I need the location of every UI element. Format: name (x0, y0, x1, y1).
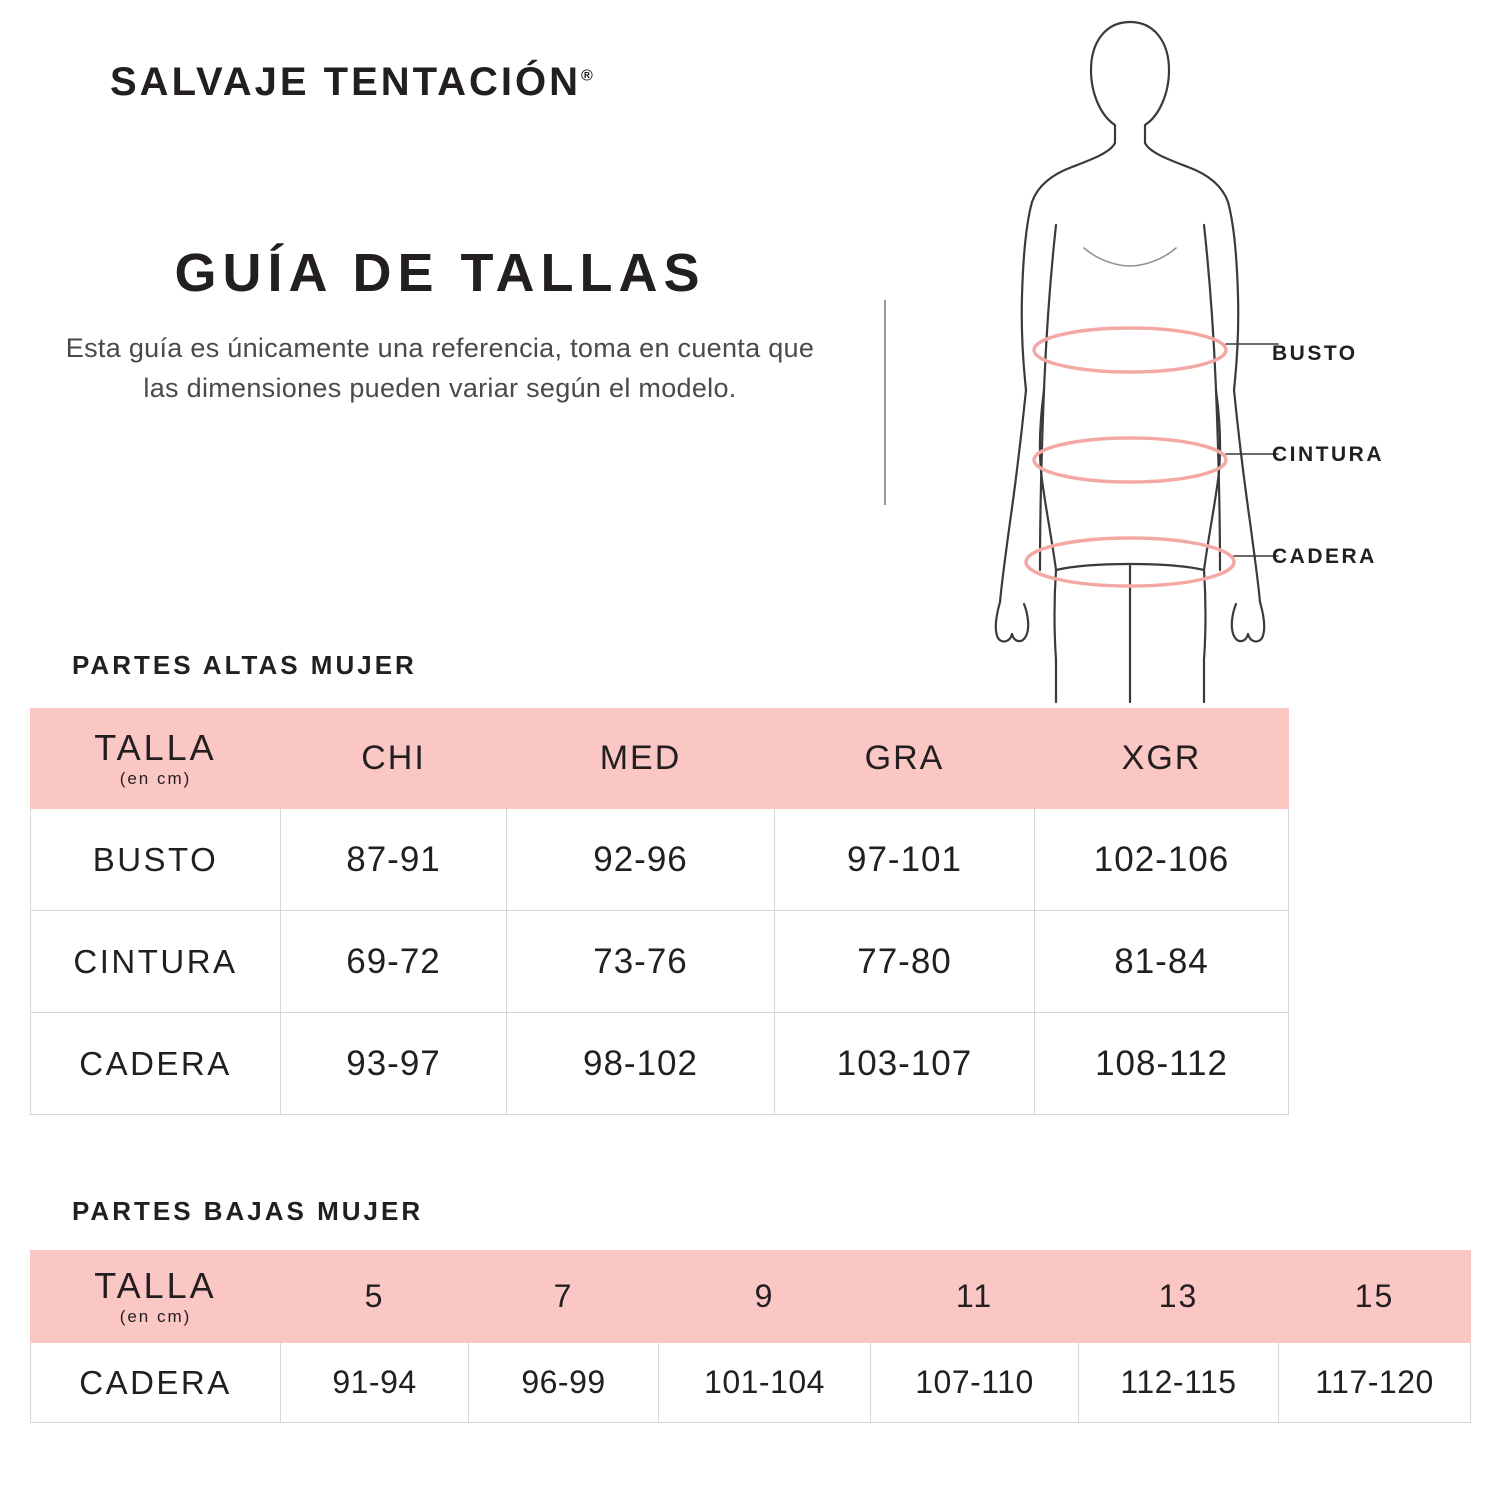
cell-busto-med: 92-96 (507, 809, 775, 911)
header-talla (31, 709, 281, 809)
cell-busto-gra: 97-101 (775, 809, 1035, 911)
header-col-5: 5 (281, 1251, 469, 1343)
brand-logo (110, 60, 593, 105)
label-busto: BUSTO (1272, 342, 1358, 365)
cell-cadera-chi: 93-97 (281, 1013, 507, 1115)
cell-cintura-chi: 69-72 (281, 911, 507, 1013)
cell-cintura-gra: 77-80 (775, 911, 1035, 1013)
cell-cadera-13: 112-115 (1079, 1343, 1279, 1423)
header-col-7: 7 (469, 1251, 659, 1343)
header-col-13: 13 (1079, 1251, 1279, 1343)
table-header-row (31, 709, 1289, 809)
table-row (31, 1013, 1289, 1115)
header-col-xgr: XGR (1035, 709, 1289, 809)
header-col-chi: CHI (281, 709, 507, 809)
table-row (31, 911, 1289, 1013)
label-cadera: CADERA (1272, 545, 1377, 568)
header-col-gra: GRA (775, 709, 1035, 809)
row-label-cadera: CADERA (31, 1343, 281, 1423)
header-talla-big: TALLA (94, 1264, 217, 1306)
vertical-divider (884, 300, 886, 505)
registered-mark: ® (581, 67, 593, 85)
cell-cadera-gra: 103-107 (775, 1013, 1035, 1115)
cell-cadera-xgr: 108-112 (1035, 1013, 1289, 1115)
size-table-upper (30, 708, 1289, 1115)
intro-description: Esta guía es únicamente una referencia, toma en cuenta que las dimensiones pueden variar según el modelo. (65, 332, 815, 404)
cell-cadera-15: 117-120 (1279, 1343, 1471, 1423)
header-col-11: 11 (871, 1251, 1079, 1343)
intro-block (60, 245, 820, 409)
row-label-busto: BUSTO (31, 809, 281, 911)
header-col-9: 9 (659, 1251, 871, 1343)
section-title-lower: PARTES BAJAS MUJER (72, 1196, 424, 1226)
cell-cadera-med: 98-102 (507, 1013, 775, 1115)
size-table-lower (30, 1250, 1471, 1423)
section-title-upper: PARTES ALTAS MUJER (72, 650, 417, 680)
cell-cadera-7: 96-99 (469, 1343, 659, 1423)
cell-busto-chi: 87-91 (281, 809, 507, 911)
table-header-row (31, 1251, 1471, 1343)
header-talla-small: (en cm) (119, 769, 192, 789)
header-col-med: MED (507, 709, 775, 809)
label-cintura: CINTURA (1272, 443, 1384, 466)
body-figure-illustration (960, 10, 1300, 710)
table-row (31, 809, 1289, 911)
header-talla (31, 1251, 281, 1343)
female-body-outline-icon (960, 10, 1300, 710)
table-row (31, 1343, 1471, 1423)
cell-cadera-5: 91-94 (281, 1343, 469, 1423)
row-label-cintura: CINTURA (31, 911, 281, 1013)
brand-name: SALVAJE TENTACIÓN (110, 60, 582, 104)
header-talla-big: TALLA (94, 726, 217, 768)
header-col-15: 15 (1279, 1251, 1471, 1343)
page-title: GUÍA DE TALLAS (174, 243, 706, 303)
cell-cadera-9: 101-104 (659, 1343, 871, 1423)
cell-cintura-xgr: 81-84 (1035, 911, 1289, 1013)
cell-cadera-11: 107-110 (871, 1343, 1079, 1423)
row-label-cadera: CADERA (31, 1013, 281, 1115)
measure-bands (1026, 328, 1234, 586)
cell-cintura-med: 73-76 (507, 911, 775, 1013)
cell-busto-xgr: 102-106 (1035, 809, 1289, 911)
header-talla-small: (en cm) (119, 1307, 192, 1327)
